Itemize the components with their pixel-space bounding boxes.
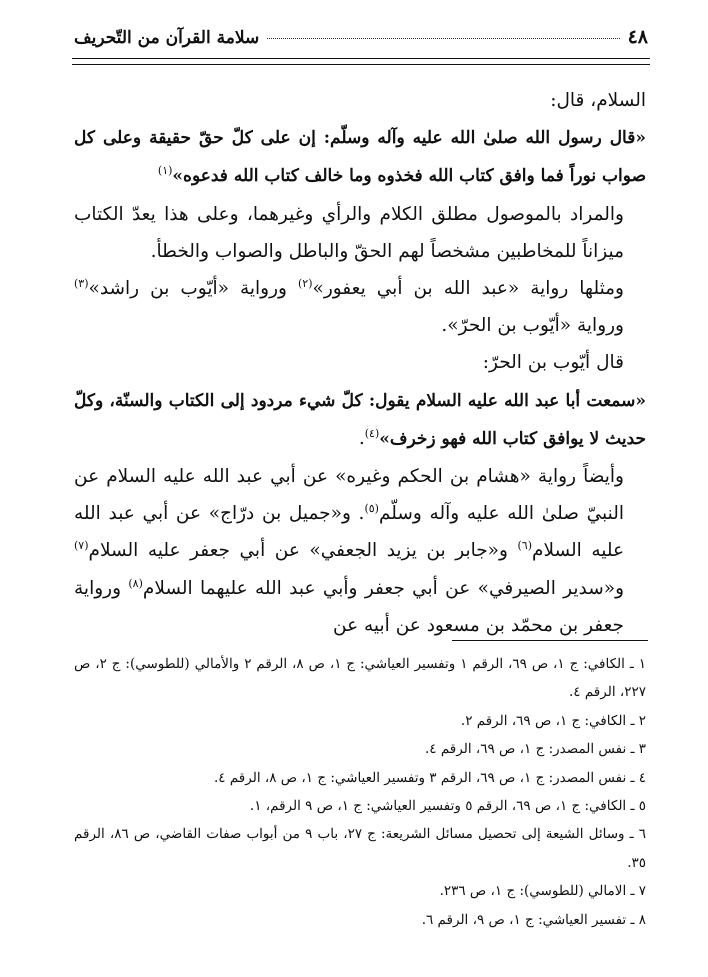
paragraph: السلام، قال:: [550, 90, 646, 111]
footnotes: [74, 650, 646, 934]
footnote-ref: (٣): [74, 276, 89, 290]
text: وأيضاً رواية «هشام بن الحكم وغيره» عن أبي عبد الله عليه السلام عن النبيّ صلىٰ الله عليه وآله وسلّم: [74, 466, 624, 525]
footnote-ref: (٢): [297, 276, 313, 290]
paragraph: والمراد بالموصول مطلق الكلام والرأي وغيرهما، وعلى هذا يعدّ الكتاب ميزاناً للمخاطبين مشخصاً لهم الحقّ والباطل والصواب والخطأ.: [74, 203, 624, 262]
text: .: [358, 427, 365, 449]
footnote: ٢ ـ الكافي: ج ١، ص ٦٩، الرقم ٢.: [460, 712, 646, 729]
footnote-ref: (٤): [364, 426, 380, 440]
text: ورواية جعفر بن محمّد بن مسعود عن أبيه عن: [74, 577, 624, 636]
text: ورواية «أيّوب بن راشد»: [88, 278, 298, 300]
footnote: ٣ ـ نفس المصدر: ج ١، ص ٦٩، الرقم ٤.: [424, 741, 646, 758]
paragraph: قال أيّوب بن الحرّ:: [482, 352, 624, 374]
footnote: ٦ ـ وسائل الشيعة إلى تحصيل مسائل الشريعة: ج ٢٧، باب ٩ من أبواب صفات القاضي، ص ٨٦، الرقم ٣٥.: [74, 826, 646, 871]
footnote-ref: (٨): [128, 576, 143, 590]
footnote-ref: (٧): [74, 539, 89, 553]
quote-paragraph: [74, 382, 646, 458]
text: ومثلها رواية «عبد الله بن أبي يعفور»: [312, 278, 624, 300]
running-title: سلامة القرآن من التّحريف: [74, 28, 260, 48]
quote-paragraph: [74, 119, 646, 195]
paragraph: [74, 270, 646, 344]
footnote-separator: [452, 640, 648, 641]
footnote-ref: (١): [157, 164, 173, 178]
footnote: ٨ ـ تفسير العياشي: ج ١، ص ٩، الرقم ٦.: [421, 911, 646, 928]
footnote: ٧ ـ الامالي (للطوسي): ج ١، ص ٢٣٦.: [439, 883, 646, 900]
footnote: ٤ ـ نفس المصدر: ج ١، ص ٦٩، الرقم ٣ وتفسير العياشي: ج ١، ص ٨، الرقم ٤.: [213, 769, 646, 786]
text: و«سدير الصيرفي» عن أبي جعفر وأبي عبد الله عليهما السلام: [142, 577, 625, 599]
text: ورواية «أيّوب بن الحرّ».: [441, 315, 624, 337]
main-text: [74, 82, 646, 644]
paragraph: [74, 458, 646, 644]
header-rule-bottom: [72, 64, 650, 65]
header-leader-dots: [267, 38, 619, 39]
footnote-ref: (٦): [517, 539, 532, 553]
running-header: [74, 26, 648, 56]
page-number: ٤٨: [627, 26, 648, 48]
text: و«جابر بن يزيد الجعفي» عن أبي جعفر عليه السلام: [88, 540, 518, 562]
header-rule-top: [72, 58, 650, 59]
quote-text: «سمعت أبا عبد الله عليه السلام يقول: كلّ شيء مردود إلى الكتاب والسنّة، وكلّ حديث لا يوافق كتاب الله فهو زخرف»: [74, 390, 646, 449]
footnote: ١ ـ الكافي: ج ١، ص ٦٩، الرقم ١ وتفسير العياشي: ج ١، ص ٨، الرقم ٢ والأمالي (للطوسي): ج ٢، ص ٢٢٧، الرقم ٤.: [74, 656, 646, 701]
footnote-ref: (٥): [364, 502, 379, 516]
quote-text: «قال رسول الله صلىٰ الله عليه وآله وسلّم: إن على كلّ حقّ حقيقة وعلى كل صواب نوراً فما وافق كتاب الله فخذوه وما خالف كتاب الله فدعوه»: [74, 128, 646, 187]
text: . و«جميل بن درّاج» عن أبي عبد الله عليه السلام: [74, 503, 624, 562]
footnote: ٥ ـ الكافي: ج ١، ص ٦٩، الرقم ٥ وتفسير العياشي: ج ١، ص ٩ الرقم، ١.: [249, 798, 646, 815]
